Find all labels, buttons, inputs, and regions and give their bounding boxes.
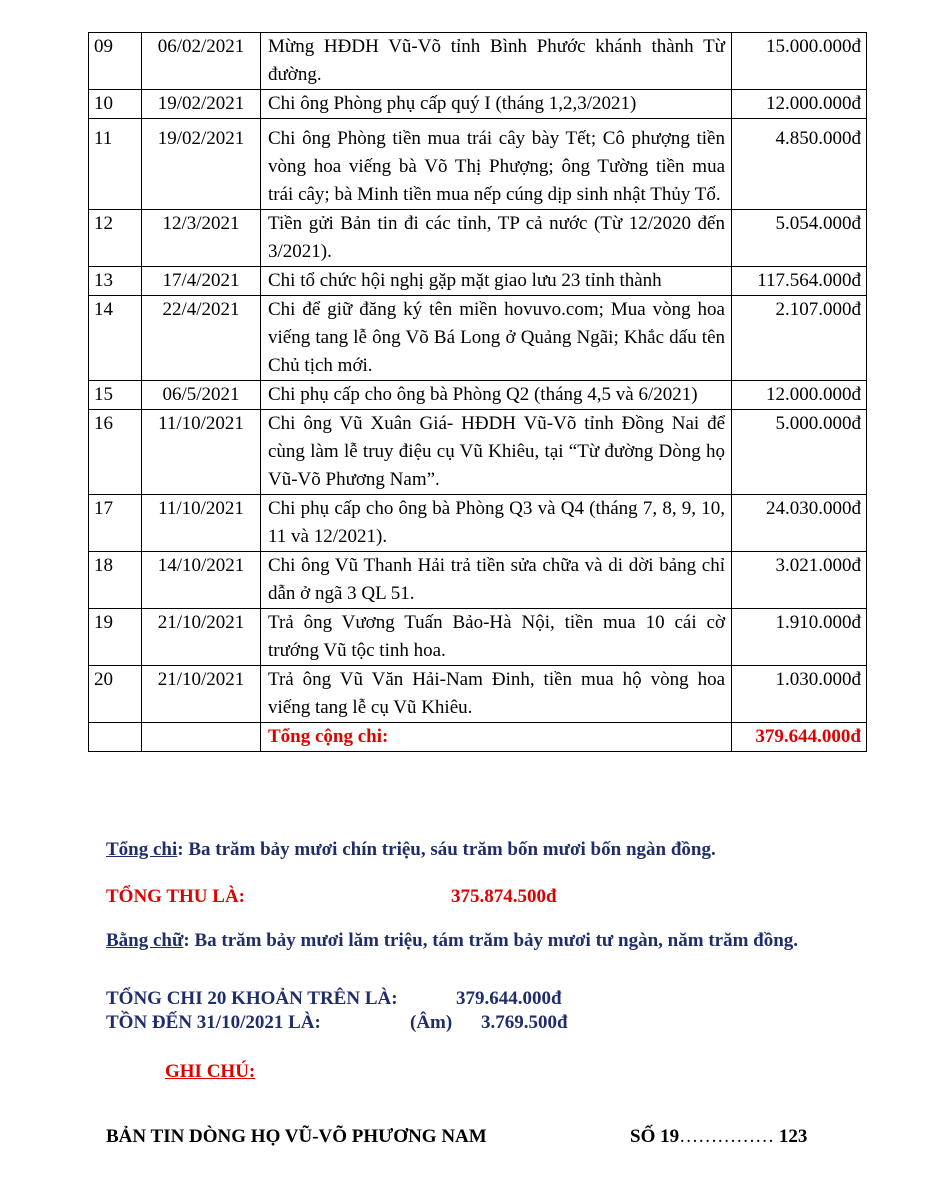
row-description: Trả ông Vũ Văn Hải-Nam Đinh, tiền mua hộ vòng hoa viếng tang lễ cụ Vũ Khiêu. <box>261 666 732 723</box>
row-amount: 1.030.000đ <box>732 666 867 723</box>
row-amount: 24.030.000đ <box>732 495 867 552</box>
row-date: 21/10/2021 <box>142 666 261 723</box>
balance-label: TỒN ĐẾN 31/10/2021 LÀ: <box>106 1012 321 1033</box>
row-number: 10 <box>89 90 142 119</box>
table-row <box>89 666 867 723</box>
row-number: 09 <box>89 33 142 90</box>
row-amount: 1.910.000đ <box>732 609 867 666</box>
table-row <box>89 410 867 495</box>
row-description: Chi phụ cấp cho ông bà Phòng Q2 (tháng 4,5 và 6/2021) <box>261 381 732 410</box>
row-number: 14 <box>89 296 142 381</box>
row-date: 21/10/2021 <box>142 609 261 666</box>
row-description: Chi để giữ đăng ký tên miền hovuvo.com; Mua vòng hoa viếng tang lễ ông Võ Bá Long ở Quảng Ngãi; Khắc dấu tên Chủ tịch mới. <box>261 296 732 381</box>
row-number: 11 <box>89 119 142 210</box>
row-number: 20 <box>89 666 142 723</box>
row-description: Chi ông Vũ Thanh Hải trả tiền sửa chữa và di dời bảng chỉ dẫn ở ngã 3 QL 51. <box>261 552 732 609</box>
table-row <box>89 381 867 410</box>
row-description: Mừng HĐDH Vũ-Võ tỉnh Bình Phước khánh thành Từ đường. <box>261 33 732 90</box>
row-date: 11/10/2021 <box>142 495 261 552</box>
table-row <box>89 33 867 90</box>
footer-issue <box>630 1126 807 1148</box>
row-amount: 12.000.000đ <box>732 90 867 119</box>
row-description: Chi tổ chức hội nghị gặp mặt giao lưu 23 tỉnh thành <box>261 267 732 296</box>
expense-table-body <box>89 33 867 752</box>
table-row <box>89 495 867 552</box>
table-row <box>89 296 867 381</box>
row-date: 06/5/2021 <box>142 381 261 410</box>
total-amount: 379.644.000đ <box>732 723 867 752</box>
row-amount: 15.000.000đ <box>732 33 867 90</box>
total-row <box>89 723 867 752</box>
row-number: 19 <box>89 609 142 666</box>
income-in-words <box>106 930 868 952</box>
total-label: Tổng cộng chi: <box>261 723 732 752</box>
row-date: 19/02/2021 <box>142 119 261 210</box>
row-amount: 4.850.000đ <box>732 119 867 210</box>
total-spent-label: Tổng chi <box>106 839 178 860</box>
row-amount: 2.107.000đ <box>732 296 867 381</box>
total-empty-cell <box>89 723 142 752</box>
table-row <box>89 552 867 609</box>
row-date: 14/10/2021 <box>142 552 261 609</box>
row-description: Trả ông Vương Tuấn Bảo-Hà Nội, tiền mua 10 cái cờ trướng Vũ tộc tinh hoa. <box>261 609 732 666</box>
total-spent-words: : Ba trăm bảy mươi chín triệu, sáu trăm bốn mươi bốn ngàn đồng. <box>177 839 716 860</box>
row-date: 12/3/2021 <box>142 210 261 267</box>
footer-title: BẢN TIN DÒNG HỌ VŨ-VÕ PHƯƠNG NAM <box>106 1126 487 1147</box>
expense-table <box>88 32 867 752</box>
balance-value: 3.769.500đ <box>481 1012 568 1033</box>
row-number: 13 <box>89 267 142 296</box>
row-description: Chi ông Phòng phụ cấp quý I (tháng 1,2,3/2021) <box>261 90 732 119</box>
balance-note: (Âm) <box>410 1012 453 1033</box>
table-row <box>89 609 867 666</box>
row-number: 15 <box>89 381 142 410</box>
total-spent-in-words <box>106 839 716 861</box>
notes-label: GHI CHÚ: <box>165 1061 256 1082</box>
row-amount: 12.000.000đ <box>732 381 867 410</box>
table-row <box>89 90 867 119</box>
row-date: 17/4/2021 <box>142 267 261 296</box>
row-amount: 3.021.000đ <box>732 552 867 609</box>
table-row <box>89 210 867 267</box>
page-number: 123 <box>778 1126 808 1147</box>
row-date: 22/4/2021 <box>142 296 261 381</box>
row-date: 19/02/2021 <box>142 90 261 119</box>
row-date: 06/02/2021 <box>142 33 261 90</box>
row-description: Chi ông Vũ Xuân Giá- HĐDH Vũ-Võ tỉnh Đồng Nai để cùng làm lễ truy điệu cụ Vũ Khiêu, tại “Từ đường Dòng họ Vũ-Võ Phương Nam”. <box>261 410 732 495</box>
row-number: 16 <box>89 410 142 495</box>
in-words-label: Bằng chữ <box>106 930 184 951</box>
spent-20-value: 379.644.000đ <box>456 988 562 1009</box>
table-row <box>89 267 867 296</box>
row-amount: 5.054.000đ <box>732 210 867 267</box>
in-words-text: : Ba trăm bảy mươi lăm triệu, tám trăm bảy mươi tư ngàn, năm trăm đồng. <box>183 930 799 951</box>
row-description: Tiền gửi Bản tin đi các tỉnh, TP cả nước (Từ 12/2020 đến 3/2021). <box>261 210 732 267</box>
total-income-label: TỔNG THU LÀ: <box>106 886 246 907</box>
issue-number: SỐ 19 <box>630 1126 680 1147</box>
row-amount: 5.000.000đ <box>732 410 867 495</box>
row-description: Chi ông Phòng tiền mua trái cây bày Tết; Cô phượng tiền vòng hoa viếng bà Võ Thị Phượng; ông Tường tiền mua trái cây; bà Minh tiền mua nếp cúng dịp sinh nhật Thủy Tổ. <box>261 119 732 210</box>
row-number: 18 <box>89 552 142 609</box>
row-number: 17 <box>89 495 142 552</box>
row-description: Chi phụ cấp cho ông bà Phòng Q3 và Q4 (tháng 7, 8, 9, 10, 11 và 12/2021). <box>261 495 732 552</box>
spent-20-label: TỔNG CHI 20 KHOẢN TRÊN LÀ: <box>106 988 398 1009</box>
total-empty-cell <box>142 723 261 752</box>
total-income-value: 375.874.500đ <box>451 886 557 907</box>
row-number: 12 <box>89 210 142 267</box>
row-amount: 117.564.000đ <box>732 267 867 296</box>
table-row <box>89 119 867 210</box>
issue-dots: …………… <box>679 1126 775 1147</box>
row-date: 11/10/2021 <box>142 410 261 495</box>
